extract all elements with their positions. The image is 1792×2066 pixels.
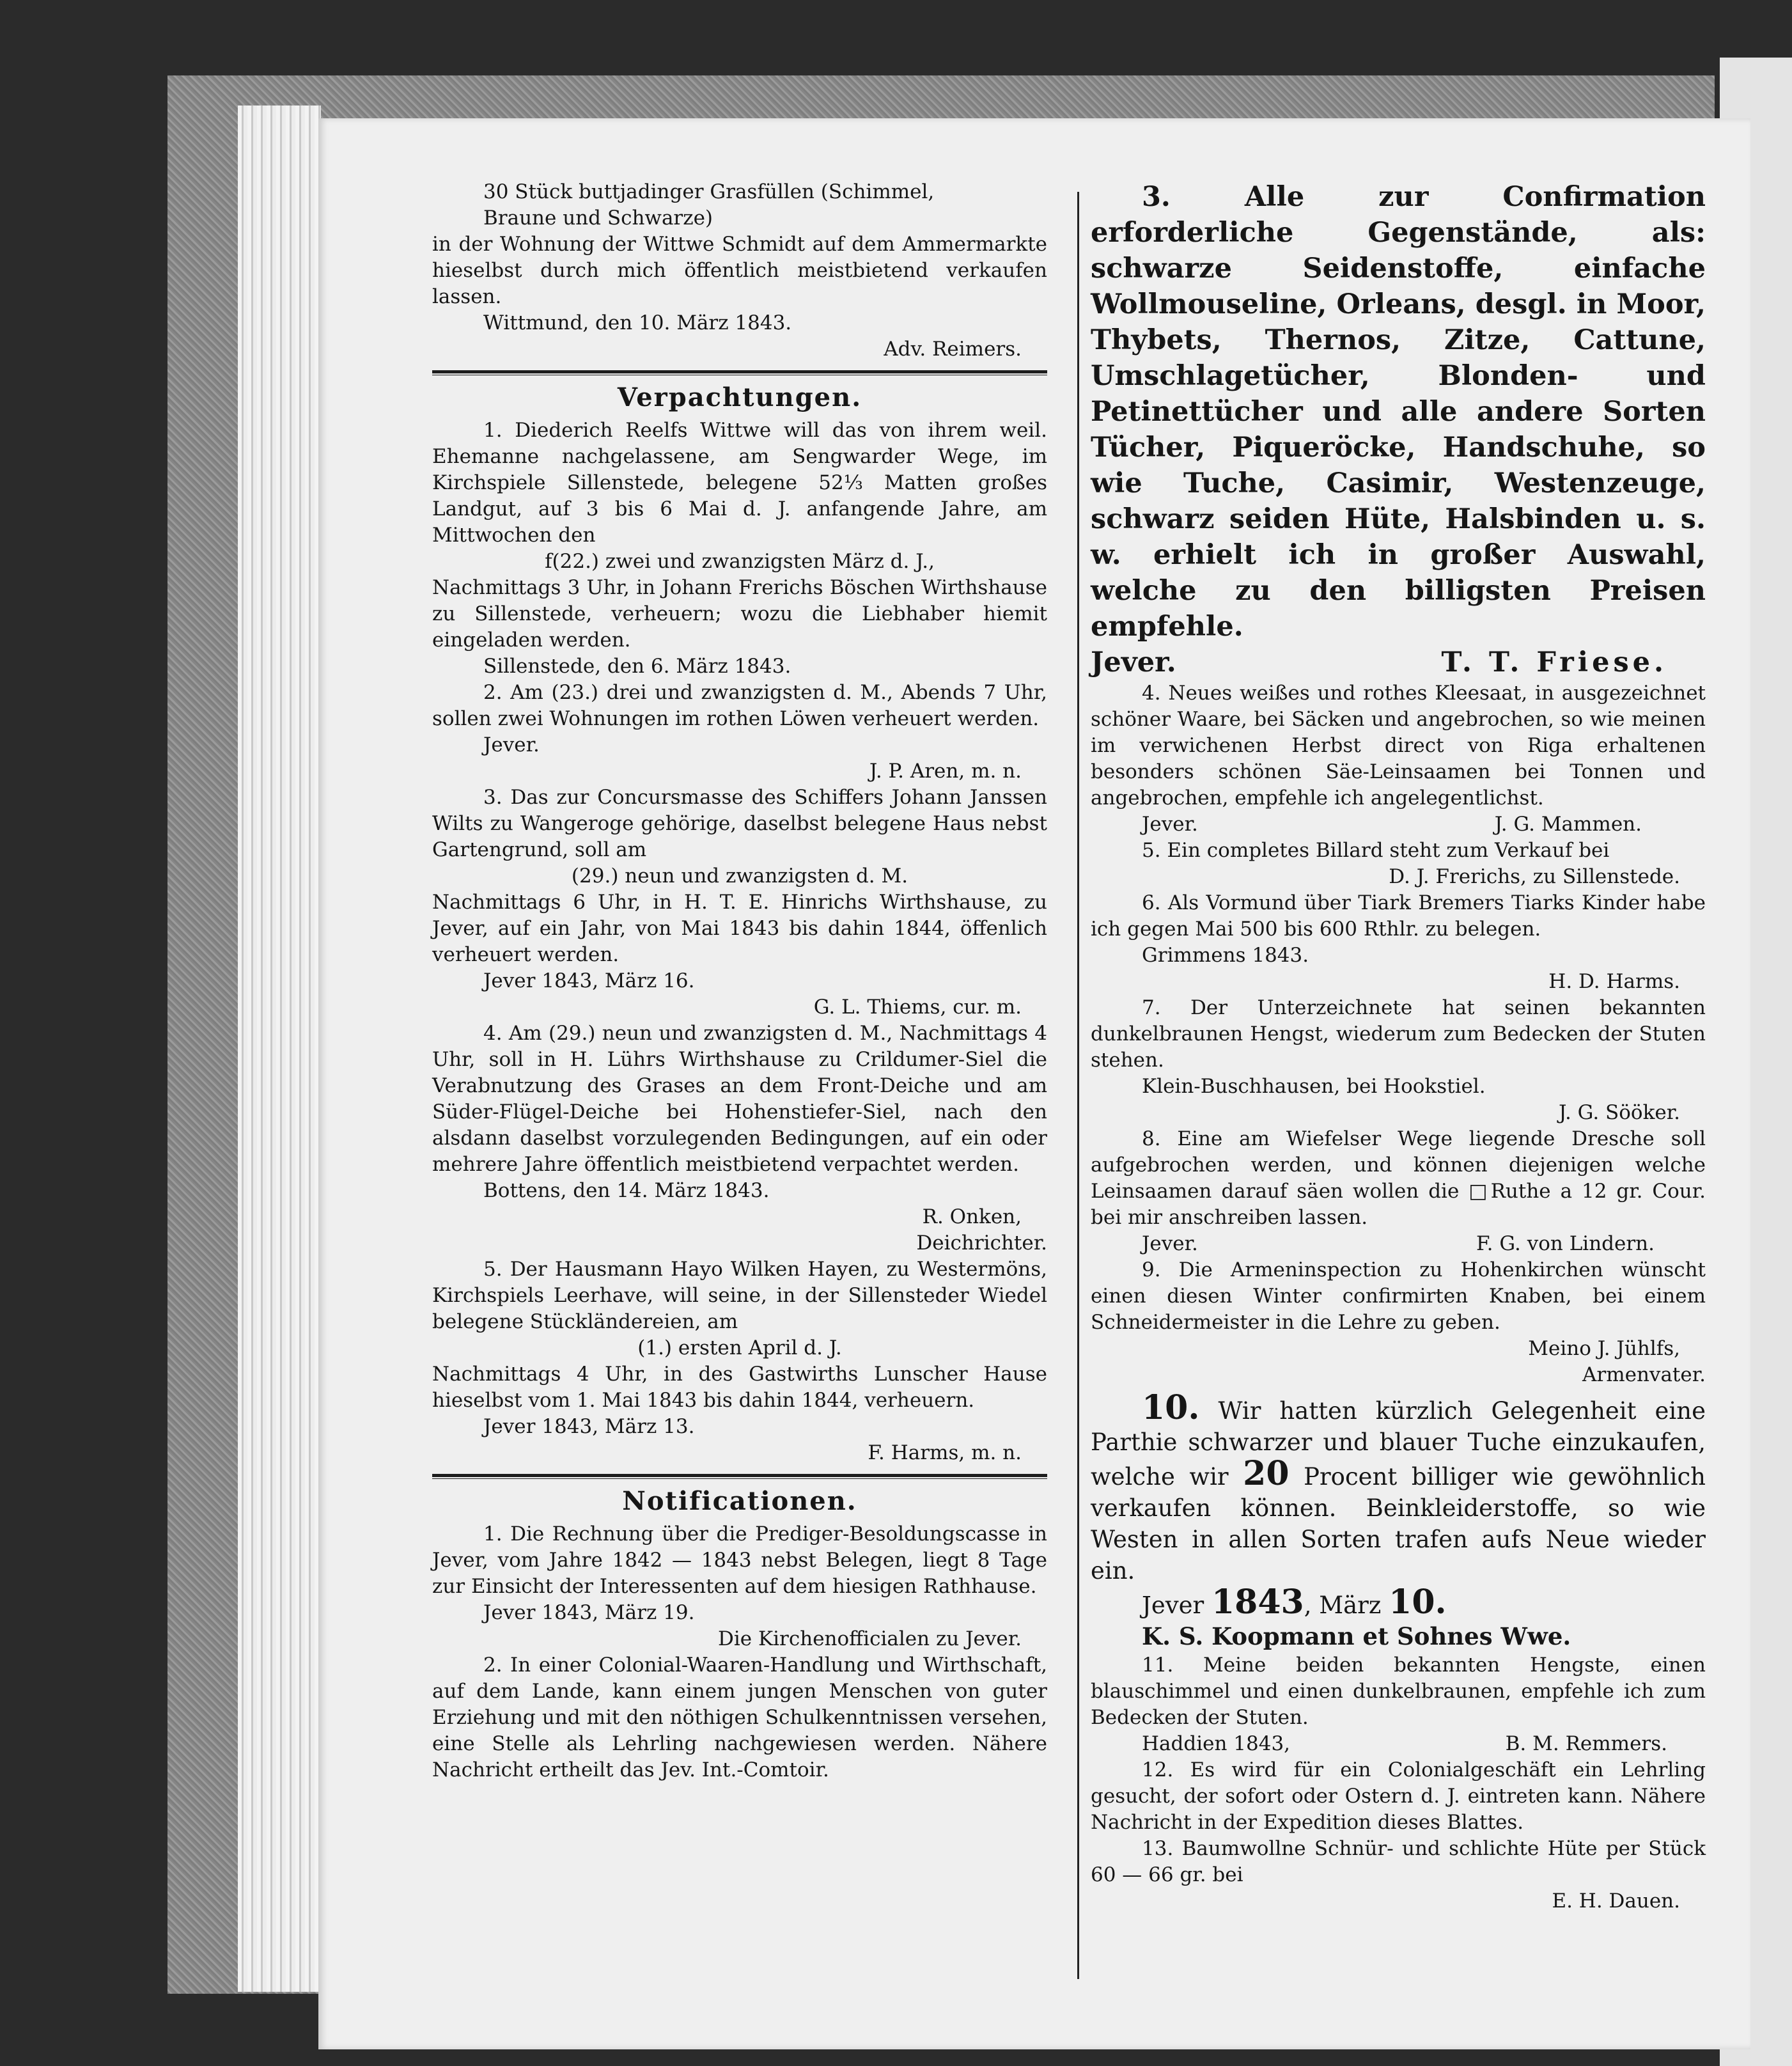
- notice-r8-text: 8. Eine am Wiefelser Wege liegende Dresche soll aufgebrochen werden, und können diejenigen welche Leinsaamen darauf säen wollen die □Ruthe a 12 gr. Cour. bei mir anschreiben lassen.: [1091, 1127, 1706, 1229]
- notice-v5-date: (1.) ersten April d. J.: [637, 1336, 842, 1359]
- notice-v5-text2: Nachmittags 4 Uhr, in des Gastwirths Lunscher Hause hieselbst vom 1. Mai 1843 bis dahin 1844, verheuern.: [432, 1363, 1047, 1412]
- notice-r3-signature: T. T. Friese.: [1441, 646, 1667, 678]
- notice-v1-dateline: Sillenstede, den 6. März 1843.: [483, 655, 791, 678]
- notice-v3-signature: G. L. Thiems, cur. m.: [813, 996, 1022, 1019]
- notice-r9-signature-2: Armenvater.: [1582, 1363, 1706, 1386]
- notice-r10-year: 1843: [1211, 1583, 1304, 1622]
- notice-v4-signature-2: Deichrichter.: [916, 1232, 1047, 1255]
- notice-v3-dateline: Jever 1843, März 16.: [483, 969, 695, 992]
- notice-v3-date: (29.) neun und zwanzigsten d. M.: [571, 865, 908, 888]
- notice-v3-text2: Nachmittags 6 Uhr, in H. T. E. Hinrichs Wirthshause, zu Jever, auf ein Jahr, von Mai 1843 bis dahin 1844, öffenlich verheuert werden.: [432, 891, 1047, 966]
- notice-r10-signature: K. S. Koopmann et Sohnes Wwe.: [1142, 1622, 1571, 1650]
- notice-v1-text2: Nachmittags 3 Uhr, in Johann Frerichs Böschen Wirthshause zu Sillenstede, verheuern; wozu die Liebhaber hiemit eingeladen werden.: [432, 576, 1047, 652]
- newspaper-page: [318, 118, 1750, 2049]
- notice-r11-text: 11. Meine beiden bekannten Hengste, einen blauschimmel und einen dunkelbraunen, empfehle ich zum Bedecken der Stuten.: [1091, 1654, 1706, 1729]
- notice-r9-text: 9. Die Armeninspection zu Hohenkirchen wünscht einen diesen Winter confirmirten Knaben, bei einem Schneidermeister in die Lehre zu geben.: [1091, 1258, 1706, 1334]
- notice-v4-signature-1: R. Onken,: [922, 1205, 1022, 1228]
- intro-signature: Adv. Reimers.: [884, 338, 1022, 361]
- notice-r10-number: 10.: [1142, 1388, 1200, 1427]
- notice-v5-dateline: Jever 1843, März 13.: [483, 1415, 695, 1438]
- notice-v4-dateline: Bottens, den 14. März 1843.: [483, 1179, 770, 1202]
- notice-r8-signature: F. G. von Lindern.: [1476, 1232, 1655, 1255]
- notice-r11-signature: B. M. Remmers.: [1505, 1732, 1667, 1755]
- notice-r13-signature: E. H. Dauen.: [1552, 1890, 1680, 1913]
- right-column: [1091, 179, 1706, 1914]
- notice-n1-dateline: Jever 1843, März 19.: [483, 1601, 695, 1624]
- notice-v5-text: 5. Der Hausmann Hayo Wilken Hayen, zu Westermöns, Kirchspiels Leerhave, will seine, in der Sillensteder Wiedel belegene Stückländereien, am: [432, 1258, 1047, 1333]
- intro-line-1: 30 Stück buttjadinger Grasfüllen (Schimmel,: [483, 180, 935, 203]
- notice-v1-text: 1. Diederich Reelfs Wittwe will das von ihrem weil. Ehemanne nachgelassene, am Sengwarder Wege, im Kirchspiele Sillenstede, belegene 52⅓ Matten großes Landgut, auf 3 bis 6 Mai d. J. anfangende Jahre, am Mittwochen den: [432, 419, 1047, 547]
- section-heading-notificationen: Notificationen.: [622, 1486, 857, 1516]
- section-heading-verpachtungen: Verpachtungen.: [617, 382, 862, 412]
- notice-r10-text-a: Wir hatten kürzlich Gelegenheit eine Parthie schwarzer und blauer Tuche einzukaufen, welche wir: [1091, 1397, 1706, 1491]
- notice-n1-signature: Die Kirchenofficialen zu Jever.: [718, 1627, 1022, 1650]
- notice-v2-place: Jever.: [483, 733, 540, 756]
- notice-r9-signature-1: Meino J. Jühlfs,: [1528, 1337, 1680, 1360]
- notice-r11-place: Haddien 1843,: [1142, 1732, 1291, 1755]
- notice-r12-text: 12. Es wird für ein Colonialgeschäft ein Lehrling gesucht, der sofort oder Ostern d. J. eintreten kann. Nähere Nachricht in der Expedition dieses Blattes.: [1091, 1758, 1706, 1834]
- section-divider: [432, 1474, 1047, 1479]
- intro-dateline: Wittmund, den 10. März 1843.: [483, 311, 792, 334]
- notice-r8-place: Jever.: [1142, 1232, 1198, 1255]
- page-stack-edges: [238, 106, 321, 1992]
- notice-r10-day: 10.: [1389, 1583, 1447, 1622]
- notice-r10-text-b: Procent billiger wie gewöhnlich verkaufen können. Beinkleiderstoffe, so wie Westen in allen Sorten trafen aufs Neue wieder ein.: [1091, 1463, 1706, 1585]
- notice-r13-text: 13. Baumwollne Schnür- und schlichte Hüte per Stück 60 — 66 gr. bei: [1091, 1837, 1706, 1886]
- notice-v3-text: 3. Das zur Concursmasse des Schiffers Johann Janssen Wilts zu Wangeroge gehörige, daselbst belegene Haus nebst Gartengrund, soll am: [432, 786, 1047, 861]
- notice-r10-text: [1091, 1388, 1706, 1586]
- notice-r11-footer: [1091, 1731, 1706, 1757]
- notice-r5-text: 5. Ein completes Billard steht zum Verkauf bei: [1142, 839, 1610, 862]
- notice-r10-percent: 20: [1243, 1454, 1289, 1493]
- notice-r4-footer: [1091, 811, 1706, 838]
- section-divider: [432, 370, 1047, 375]
- notice-r7-text: 7. Der Unterzeichnete hat seinen bekannten dunkelbraunen Hengst, wiederum zum Bedecken der Stuten stehen.: [1091, 996, 1706, 1072]
- notice-r7-place: Klein-Buschhausen, bei Hookstiel.: [1142, 1075, 1486, 1098]
- notice-r10-month: , März: [1304, 1592, 1382, 1619]
- notice-r5-signature: D. J. Frerichs, zu Sillenstede.: [1389, 865, 1680, 888]
- notice-v2-text: 2. Am (23.) drei und zwanzigsten d. M., Abends 7 Uhr, sollen zwei Wohnungen im rothen Löwen verheuert werden.: [432, 681, 1047, 730]
- notice-r6-dateline: Grimmens 1843.: [1142, 944, 1309, 967]
- notice-r4-place: Jever.: [1142, 813, 1198, 836]
- notice-r6-text: 6. Als Vormund über Tiark Bremers Tiarks Kinder habe ich gegen Mai 500 bis 600 Rthlr. zu belegen.: [1091, 891, 1706, 941]
- left-column: [432, 179, 1047, 1783]
- notice-v2-signature: J. P. Aren, m. n.: [869, 760, 1022, 783]
- notice-r10-dateline: [1091, 1583, 1706, 1622]
- notice-r3-footer: [1091, 645, 1706, 680]
- notice-r8-footer: [1091, 1231, 1706, 1257]
- notice-r3-place: Jever.: [1091, 646, 1176, 678]
- intro-line-2: Braune und Schwarze): [483, 207, 713, 230]
- notice-r7-signature: J. G. Sööker.: [1558, 1101, 1680, 1124]
- notice-r4-text: 4. Neues weißes und rothes Kleesaat, in ausgezeichnet schöner Waare, bei Säcken und angebrochen, so wie meinen im verwichenen Herbst direct von Riga erhaltenen besonders schönen Säe-Leinsaamen bei Tonnen und angebrochen, empfehle ich angelegentlichst.: [1091, 682, 1706, 810]
- notice-r3-text: 3. Alle zur Confirmation erforderliche Gegenstände, als: schwarze Seidenstoffe, einfache Wollmouseline, Orleans, desgl. in Moor, Thybets, Thernos, Zitze, Cattune, Umschlagetücher, Blonden- und Petinettücher und alle andere Sorten Tücher, Piqueröcke, Handschuhe, so wie Tuche, Casimir, Westenzeuge, schwarz seiden Hüte, Halsbinden u. s. w. erhielt ich in großer Auswahl, welche zu den billigsten Preisen empfehle.: [1091, 181, 1706, 643]
- column-divider: [1077, 192, 1079, 1979]
- notice-r4-signature: J. G. Mammen.: [1494, 813, 1642, 836]
- notice-v5-signature: F. Harms, m. n.: [868, 1441, 1022, 1464]
- notice-n1-text: 1. Die Rechnung über die Prediger-Besoldungscasse in Jever, vom Jahre 1842 — 1843 nebst Belegen, liegt 8 Tage zur Einsicht der Interessenten auf dem hiesigen Rathhause.: [432, 1522, 1047, 1598]
- notice-v4-text: 4. Am (29.) neun und zwanzigsten d. M., Nachmittags 4 Uhr, soll in H. Lührs Wirthshause zu Crildumer-Siel die Verabnutzung des Grases an dem Front-Deiche und am Süder-Flügel-Deiche bei Hohenstiefer-Siel, nach den alsdann daselbst vorzulegenden Bedingungen, auf ein oder mehrere Jahre öffentlich meistbietend verpachtet werden.: [432, 1022, 1047, 1176]
- notice-r10-place: Jever: [1142, 1592, 1204, 1619]
- notice-v1-date: f(22.) zwei und zwanzigsten März d. J.,: [545, 550, 935, 573]
- intro-body: in der Wohnung der Wittwe Schmidt auf dem Ammermarkte hieselbst durch mich öffentlich meistbietend verkaufen lassen.: [432, 233, 1047, 308]
- notice-n2-text: 2. In einer Colonial-Waaren-Handlung und Wirthschaft, auf dem Lande, kann einem jungen Menschen von guter Erziehung und mit den nöthigen Schulkenntnissen versehen, eine Stelle als Lehrling nachgewiesen werden. Nähere Nachricht ertheilt das Jev. Int.-Comtoir.: [432, 1654, 1047, 1781]
- notice-r6-signature: H. D. Harms.: [1548, 970, 1680, 993]
